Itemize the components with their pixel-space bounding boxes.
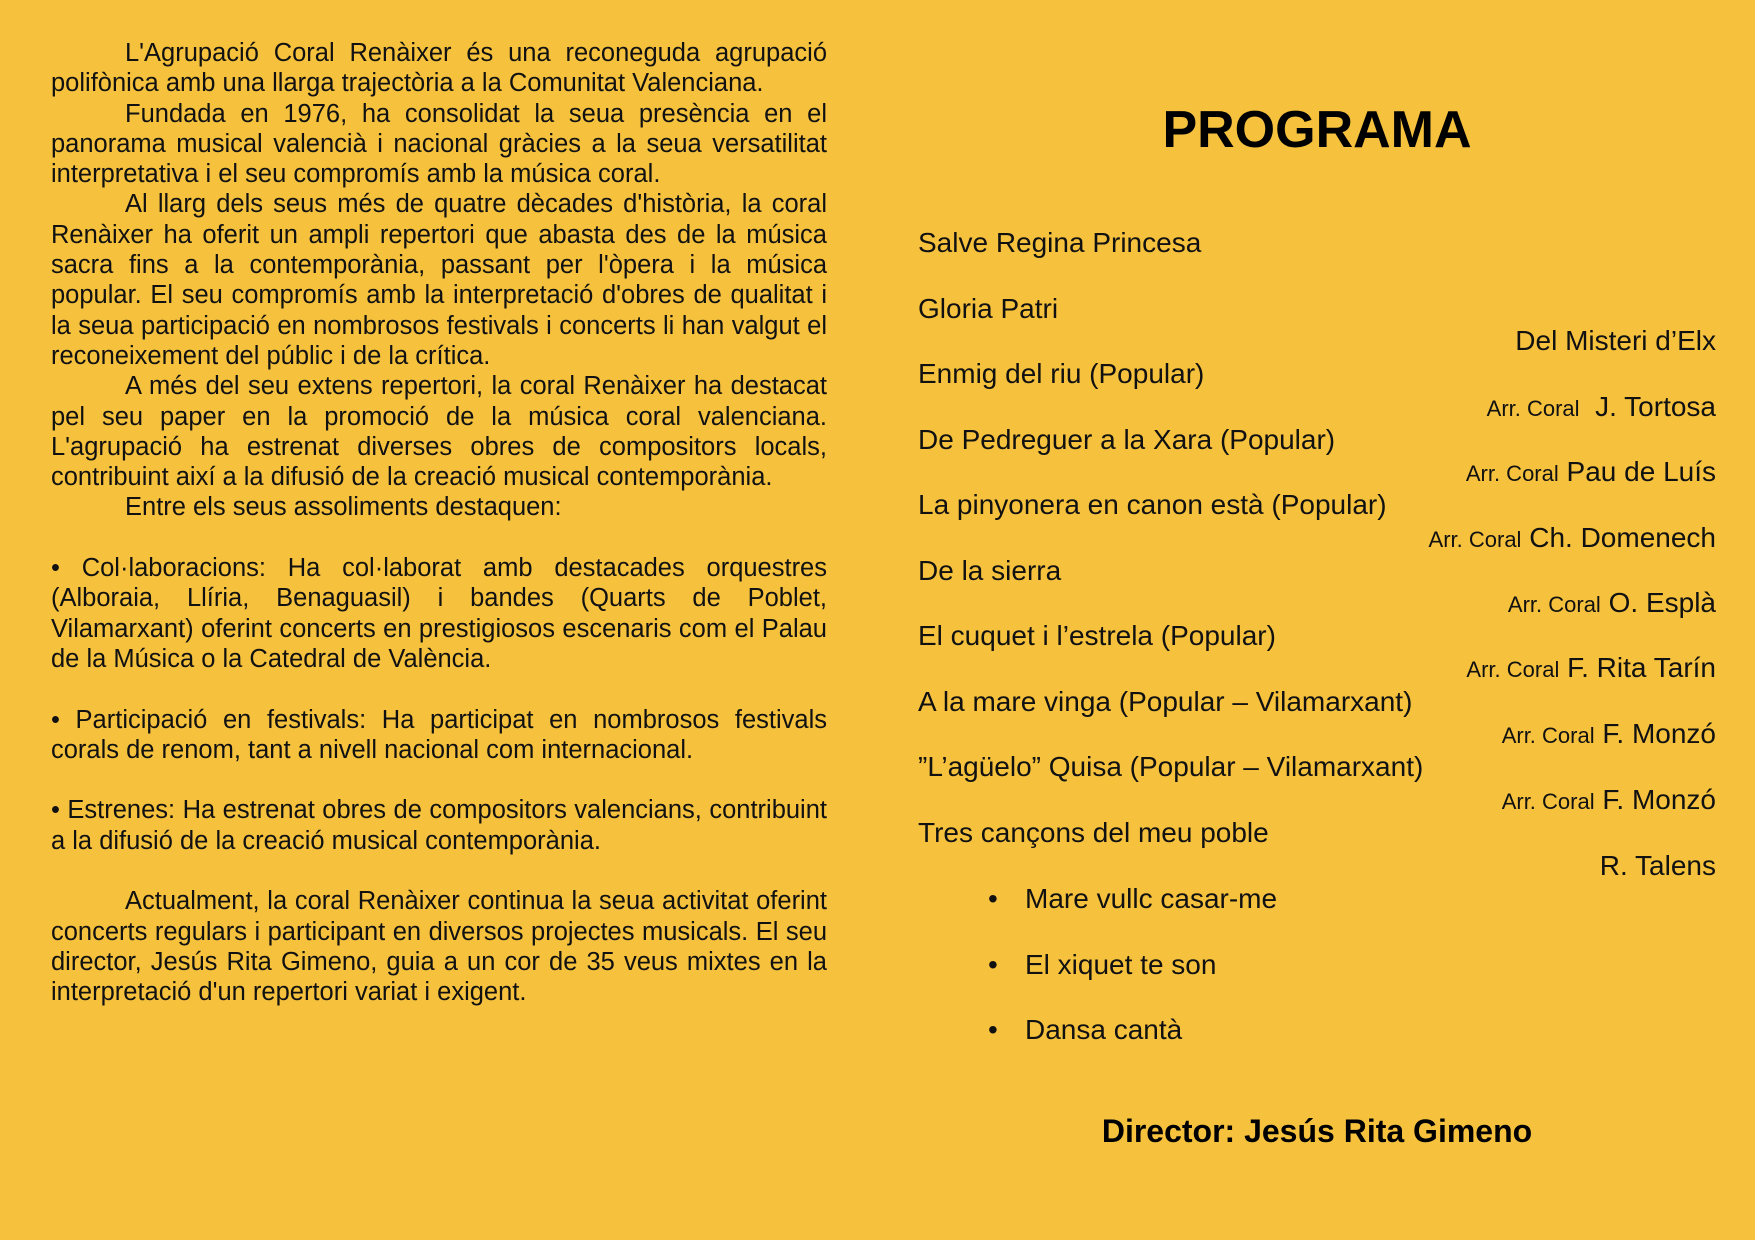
piece-title: Tres cançons del meu poble (918, 817, 1269, 848)
history-paragraph-1: L'Agrupació Coral Renàixer és una reconeguda agrupació polifònica amb una llarga trajectòria a la Comunitat Valenciana. (51, 39, 827, 98)
arr-prefix: Arr. Coral (1428, 527, 1522, 552)
history-column (51, 38, 827, 1008)
arranger-credit (918, 651, 1716, 686)
sub-item: • El xiquet te son (988, 949, 1217, 980)
history-paragraph-4: A més del seu extens repertori, la coral Renàixer ha destacat pel seu paper en la promoció de la música coral valenciana. L'agrupació ha estrenat diverses obres de compositors locals, contribuint així a la difusió de la creació musical contemporània. (51, 372, 827, 492)
arr-prefix: Arr. Coral (1501, 789, 1595, 814)
arranger-name: F. Rita Tarín (1567, 652, 1716, 683)
piece-title: ”L’agüelo” Quisa (Popular – Vilamarxant) (918, 751, 1424, 782)
history-paragraph-6: Actualment, la coral Renàixer continua la seua activitat oferint concerts regulars i participant en diversos projectes musicals. El seu director, Jesús Rita Gimeno, guia a un cor de 35 veus mixtes en la interpretació d'un repertori variat i exigent. (51, 887, 827, 1007)
history-paragraph-3: Al llarg dels seus més de quatre dècades d'història, la coral Renàixer ha oferit un ampli repertori que abasta des de la música sacra fins a la contemporània, passant per l'òpera i la música popular. El seu compromís amb la interpretació d'obres de qualitat i la seua participació en nombrosos festivals i concerts li han valgut el reconeixement del públic i de la crítica. (51, 190, 827, 370)
program-item (918, 750, 1716, 783)
bullet-icon: • (988, 883, 998, 914)
program-item (918, 554, 1716, 587)
sub-item: • Dansa cantà (988, 1014, 1183, 1045)
arranger-name: O. Esplà (1608, 587, 1716, 618)
program-item (918, 423, 1716, 456)
piece-credit: Del Misteri d’Elx (1515, 325, 1716, 356)
spacer (51, 765, 827, 795)
achievement-festivals: • Participació en festivals: Ha participat en nombrosos festivals corals de renom, tant a nivell nacional com internacional. (51, 705, 827, 764)
program-title: PROGRAMA (1162, 101, 1472, 159)
arranger-credit (918, 586, 1716, 621)
arranger-credit (918, 783, 1716, 818)
arranger-credit (918, 455, 1716, 490)
arranger-name: F. Monzó (1602, 718, 1716, 749)
achievement-collaborations: • Col·laboracions: Ha col·laborat amb destacades orquestres (Alboraia, Llíria, Benaguasil) i bandes (Quarts de Poblet, Vilamarxant) oferint concerts en prestigiosos escenaris com el Palau de la Música o la Catedral de València. (51, 554, 827, 673)
piece-title: Enmig del riu (Popular) (918, 358, 1205, 389)
director-credit: Director: Jesús Rita Gimeno (1101, 1113, 1533, 1149)
program-item (918, 292, 1716, 325)
piece-title: El cuquet i l’estrela (Popular) (918, 620, 1276, 651)
arr-prefix: Arr. Coral (1466, 657, 1560, 682)
program-item (918, 619, 1716, 652)
history-paragraph-5: Entre els seus assoliments destaquen: (125, 493, 562, 522)
piece-title: Salve Regina Princesa (918, 227, 1202, 258)
piece-title: De la sierra (918, 555, 1062, 586)
arranger-credit (918, 390, 1716, 425)
program-item (918, 226, 1716, 259)
program-item (918, 685, 1716, 718)
bullet-icon: • (988, 949, 998, 980)
spacer (51, 856, 827, 886)
arranger-credit (918, 717, 1716, 752)
arranger-name: F. Monzó (1602, 784, 1716, 815)
history-paragraph-2: Fundada en 1976, ha consolidat la seua presència en el panorama musical valencià i nacional gràcies a la seua versatilitat interpretativa i el seu compromís amb la música coral. (51, 99, 827, 189)
piece-title: Gloria Patri (918, 293, 1059, 324)
program-item (918, 488, 1716, 521)
piece-credit: R. Talens (1599, 850, 1716, 881)
arranger-name: J. Tortosa (1595, 391, 1716, 422)
achievement-premieres: • Estrenes: Ha estrenat obres de compositors valencians, contribuint a la difusió de la creació musical contemporània. (51, 796, 827, 855)
sub-item: • Mare vullc casar-me (988, 883, 1278, 914)
arr-prefix: Arr. Coral (1486, 396, 1580, 421)
bullet-icon: • (988, 1014, 998, 1045)
piece-title: A la mare vinga (Popular – Vilamarxant) (918, 686, 1413, 717)
arranger-name: Pau de Luís (1566, 456, 1716, 487)
program-column (918, 0, 1716, 1240)
arr-prefix: Arr. Coral (1465, 461, 1559, 486)
arr-prefix: Arr. Coral (1507, 592, 1601, 617)
piece-title: De Pedreguer a la Xara (Popular) (918, 424, 1336, 455)
spacer (51, 674, 827, 704)
spacer (51, 523, 827, 553)
program-item (918, 816, 1716, 849)
arr-prefix: Arr. Coral (1501, 723, 1595, 748)
piece-title: La pinyonera en canon està (Popular) (918, 489, 1387, 520)
program-item (918, 357, 1716, 390)
arranger-credit (918, 521, 1716, 556)
arranger-name: Ch. Domenech (1529, 522, 1716, 553)
